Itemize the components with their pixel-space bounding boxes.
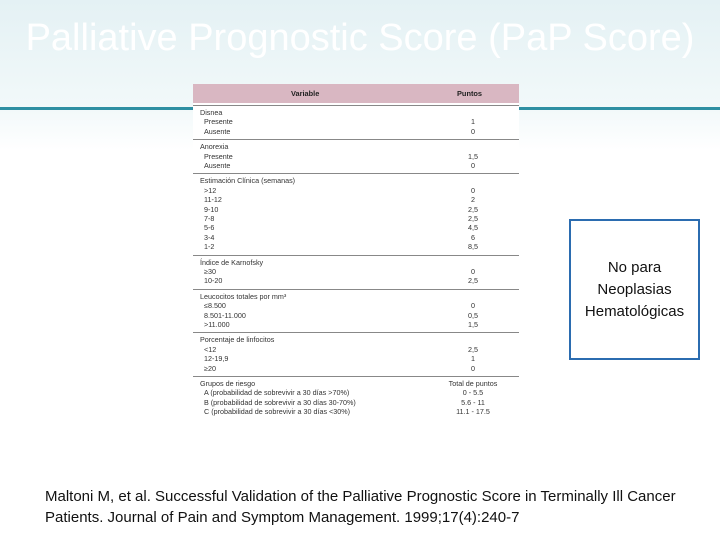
- row-points: 0: [471, 185, 475, 195]
- note-box: [569, 219, 700, 360]
- table-row: [193, 242, 519, 251]
- row-label: 8.501-11.000: [204, 310, 246, 320]
- table-section: [193, 332, 519, 373]
- table-row: [193, 276, 519, 285]
- row-label: ≤8.500: [204, 301, 226, 311]
- row-label: Leucocitos totales por mm³: [200, 291, 287, 301]
- citation: Maltoni M, et al. Successful Validation of the Palliative Prognostic Score in Terminally Ill Cancer Patients. Journal of Pain and Symptom Management. 1999;17(4):240-7: [45, 488, 676, 526]
- row-points: 2: [471, 195, 475, 205]
- table-row: [193, 311, 519, 320]
- row-points: 1: [471, 117, 475, 127]
- row-label: Estimación Clínica (semanas): [200, 176, 296, 186]
- row-label: >12: [204, 185, 217, 195]
- row-label: >11.000: [204, 319, 230, 329]
- row-label: 1-2: [204, 242, 215, 252]
- table-row: [193, 345, 519, 354]
- row-label: <12: [204, 344, 217, 354]
- row-points: 2,5: [468, 276, 478, 286]
- row-points: 0: [471, 126, 475, 136]
- row-points: 1: [471, 354, 475, 364]
- row-label: Grupos de riesgo: [200, 379, 256, 388]
- table-row: [193, 233, 519, 242]
- table-row: [193, 205, 519, 214]
- row-label: 7-8: [204, 213, 215, 223]
- section-heading-row: [193, 292, 519, 301]
- row-points: Total de puntos: [448, 379, 498, 388]
- row-label: Índice de Karnofsky: [200, 257, 264, 267]
- row-label: ≥30: [204, 266, 216, 276]
- table-row: [193, 388, 519, 397]
- section-heading-row: [193, 108, 519, 117]
- table-section: [193, 376, 519, 417]
- row-label: 10-20: [204, 276, 223, 286]
- row-points: 6: [471, 232, 475, 242]
- table-row: [193, 214, 519, 223]
- row-points: 0: [471, 266, 475, 276]
- row-label: Presente: [204, 151, 233, 161]
- row-label: 3-4: [204, 232, 215, 242]
- row-points: 0: [471, 160, 475, 170]
- row-points: 2,5: [468, 344, 478, 354]
- table-row: [193, 127, 519, 136]
- section-heading-row: [193, 258, 519, 267]
- row-points: 2,5: [468, 204, 478, 214]
- section-heading-row: [193, 176, 519, 185]
- row-label: A (probabilidad de sobrevivir a 30 días >70%): [204, 388, 350, 398]
- section-heading-row: [193, 142, 519, 151]
- row-points: 1,5: [468, 151, 478, 161]
- table-row: [193, 186, 519, 195]
- column-header-variable: Variable: [291, 89, 320, 98]
- section-heading-row: [193, 335, 519, 344]
- column-header-points: Puntos: [457, 89, 483, 98]
- row-label: Anorexia: [200, 142, 229, 152]
- row-label: Porcentaje de linfocitos: [200, 335, 275, 345]
- table-row: [193, 407, 519, 416]
- row-points: 0: [471, 363, 475, 373]
- row-label: ≥20: [204, 363, 216, 373]
- row-label: Presente: [204, 117, 233, 127]
- row-points: 0: [471, 301, 475, 311]
- row-points: 0 - 5.5: [462, 388, 484, 398]
- row-points: 5.6 - 11: [461, 397, 485, 407]
- row-label: Disnea: [200, 108, 223, 117]
- table-row: [193, 223, 519, 232]
- table-row: [193, 398, 519, 407]
- table-row: [193, 364, 519, 373]
- row-label: 12-19,9: [204, 354, 229, 364]
- table-section: [193, 255, 519, 286]
- row-points: 2,5: [468, 213, 478, 223]
- table-row: [193, 267, 519, 276]
- table-row: [193, 320, 519, 329]
- table-row: [193, 152, 519, 161]
- table-section: [193, 173, 519, 251]
- row-points: 0,5: [468, 310, 478, 320]
- row-label: 11-12: [204, 195, 222, 205]
- pap-score-table: [193, 84, 519, 475]
- note-text: No para Neoplasias Hematológicas: [584, 258, 685, 320]
- table-row: [193, 354, 519, 363]
- row-label: 9-10: [204, 204, 219, 214]
- row-label: B (probabilidad de sobrevivir a 30 días 30-70%): [204, 397, 356, 407]
- row-label: 5-6: [204, 223, 215, 233]
- slide-title: Palliative Prognostic Score (PaP Score): [25, 17, 695, 59]
- row-points: 1,5: [468, 319, 478, 329]
- table-row: [193, 301, 519, 310]
- row-label: Ausente: [204, 126, 231, 136]
- table-row: [193, 195, 519, 204]
- row-points: 8,5: [468, 242, 478, 252]
- row-points: 11.1 - 17.5: [456, 407, 490, 417]
- table-section: [193, 289, 519, 330]
- table-section: [193, 139, 519, 170]
- table-row: [193, 161, 519, 170]
- row-label: C (probabilidad de sobrevivir a 30 días <30%): [204, 407, 351, 417]
- section-heading-row: [193, 379, 519, 388]
- table-row: [193, 117, 519, 126]
- row-points: 4,5: [468, 223, 478, 233]
- row-label: Ausente: [204, 160, 231, 170]
- table-section: [193, 105, 519, 136]
- table-header: [193, 84, 519, 103]
